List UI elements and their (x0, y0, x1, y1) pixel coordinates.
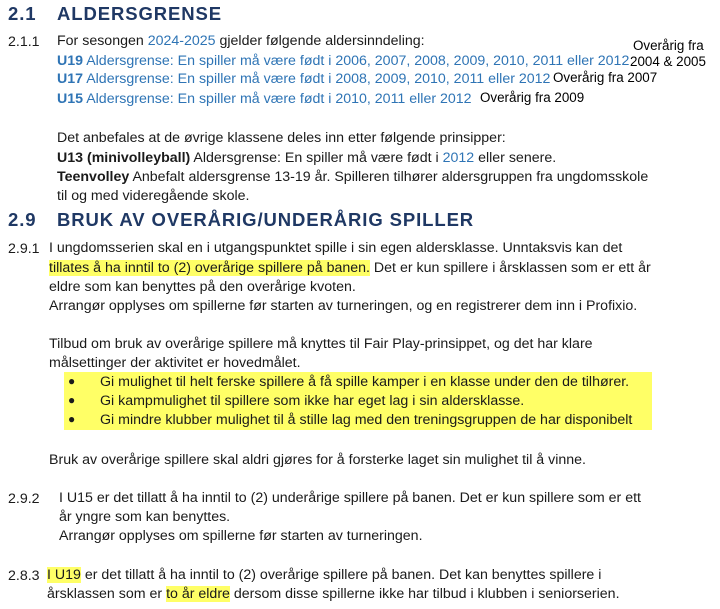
section-title-bruk-av-overarig: BRUK AV OVERÅRIG/UNDERÅRIG SPILLER (57, 209, 475, 230)
p291-line-4: Arrangør opplyses om spillerne før starten av turneringen, og en registrerer dem inn i Profixio. (49, 298, 638, 314)
season-intro: For sesongen 2024-2025 gjelder følgende aldersinndeling: (57, 33, 425, 49)
bullet-item-1: Gi mulighet til helt ferske spillere å få spille kamper i en klasse under den de tilhører. (100, 374, 630, 390)
p292-line-2: år yngre som kan benyttes. (59, 509, 231, 525)
bullet-dot: ● (68, 393, 76, 407)
paragraph-number-2-9-2: 2.9.2 (8, 491, 40, 507)
annotation-overage-u17: Overårig fra 2007 (553, 70, 658, 85)
p291-line-2: tillates å ha inntil to (2) overårige spillere på banen. Det er kun spillere i årsklassen som er ett år (49, 260, 651, 276)
annotation-overage-u19-line2: 2004 & 2005 (630, 54, 706, 69)
p292-line-1: I U15 er det tillatt å ha inntil to (2) underårige spillere på banen. Det er kun spillere som er ett (59, 490, 641, 506)
paragraph-number-2-9-1: 2.9.1 (8, 241, 40, 257)
age-row-u17: U17 Aldersgrense: En spiller må være født i 2008, 2009, 2010, 2011 eller 2012 (57, 71, 551, 87)
annotation-overage-u15: Overårig fra 2009 (480, 90, 585, 105)
section-number-2-9: 2.9 (8, 209, 37, 230)
p291-line-7: Bruk av overårige spillere skal aldri gjøres for å forsterke laget sin mulighet til å vinne. (49, 452, 586, 468)
p291-line-3: eldre som kan benyttes på den overårige kvoten. (49, 279, 356, 295)
annotation-overage-u19-line1: Overårig fra (633, 38, 704, 53)
class-code: U19 (57, 53, 84, 69)
u13-line: U13 (minivolleyball) Aldersgrense: En spiller må være født i 2012 eller senere. (57, 150, 557, 166)
age-row-u15: U15 Aldersgrense: En spiller må være født i 2010, 2011 eller 2012 (57, 91, 472, 107)
teenvolley-line-2: til og med videregående skole. (57, 188, 250, 204)
season-years: 2024-2025 (147, 33, 216, 49)
recommend-text: Det anbefales at de øvrige klassene deles inn etter følgende prinsipper: (57, 130, 506, 146)
section-title-aldersgrense: ALDERSGRENSE (57, 3, 222, 24)
class-code: U15 (57, 91, 84, 107)
p283-line-1: I U19 er det tillatt å ha inntil to (2) overårige spillere på banen. Det kan benyttes spillere i (47, 567, 602, 583)
paragraph-number-2-1-1: 2.1.1 (8, 34, 40, 50)
age-row-u19: U19 Aldersgrense: En spiller må være født i 2006, 2007, 2008, 2009, 2010, 2011 eller 2012 (57, 53, 630, 69)
bullet-dot: ● (68, 412, 76, 426)
p292-line-3: Arrangør opplyses om spillerne før starten av turneringen. (59, 528, 423, 544)
bullet-item-3: Gi mindre klubber mulighet til å stille lag med den treningsgruppen de har disponibelt (100, 412, 633, 428)
highlight-two-years-older: to år eldre (166, 586, 230, 602)
p291-line-5: Tilbud om bruk av overårige spillere må knyttes til Fair Play-prinsippet, og det har klare (49, 336, 593, 352)
highlight-u19: I U19 (47, 567, 81, 583)
teenvolley-line: Teenvolley Anbefalt aldersgrense 13-19 år. Spilleren tilhører aldersgruppen fra ungdomsskole (57, 169, 649, 185)
p291-line-6: målsettinger der aktivitet er hovedmålet. (49, 355, 301, 371)
p291-line-1: I ungdomsserien skal en i utgangspunktet spille i sin egen aldersklasse. Unntaksvis kan det (49, 240, 623, 256)
highlight-two-overage: tillates å ha inntil to (2) overårige spillere på banen. (49, 260, 370, 276)
bullet-dot: ● (68, 374, 76, 388)
bullet-item-2: Gi kampmulighet til spillere som ikke har eget lag i sin aldersklasse. (100, 393, 525, 409)
p283-line-2: årsklassen som er to år eldre dersom disse spillerne ikke har tilbud i klubben i seniorserien. (47, 586, 620, 602)
section-number-2-1: 2.1 (8, 3, 37, 24)
paragraph-number-2-8-3: 2.8.3 (8, 568, 40, 584)
class-code: U17 (57, 71, 84, 87)
